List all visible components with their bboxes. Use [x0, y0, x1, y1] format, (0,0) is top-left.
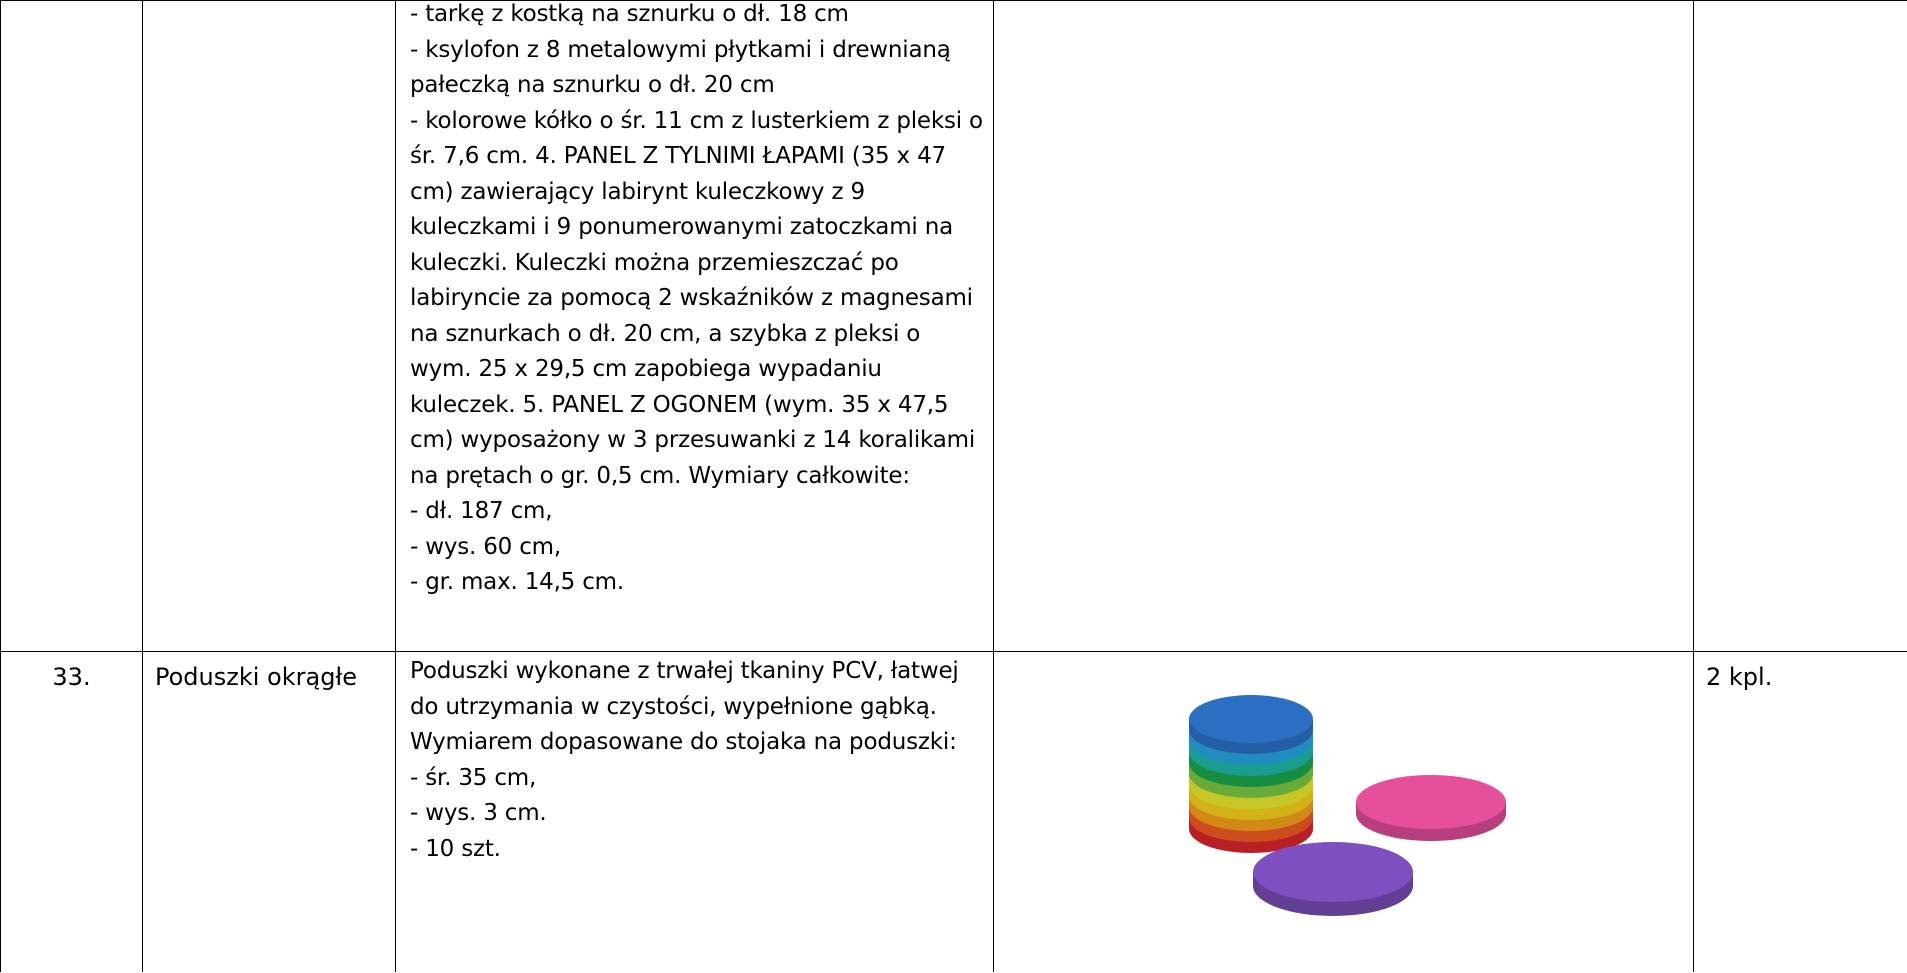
- item-description: Poduszki wykonane z trwałej tkaniny PCV, łatwej do utrzymania w czystości, wypełnione gąbką. Wymiarem dopasowane do stojaka na poduszki: - śr. 35 cm, - wys. 3 cm. - 10 szt.: [410, 658, 959, 862]
- quantity-cell: [1694, 1, 1907, 652]
- item-description: - tarkę z kostką na sznurku o dł. 18 cm - ksylofon z 8 metalowymi płytkami i drewnianą pałeczką na sznurku o dł. 20 cm - kolorowe kółko o śr. 11 cm z lusterkiem z pleksi o śr. 7,6 cm. 4. PANEL Z TYLNIMI ŁAPAMI (35 x 47 cm) zawierający labirynt kuleczkowy z 9 kuleczkami i 9 ponumerowanymi zatoczkami na kuleczki. Kuleczki można przemieszczać po labiryncie za pomocą 2 wskaźników z magnesami na sznurkach o dł. 20 cm, a szybka z pleksi o wym. 25 x 29,5 cm zapobiega wypadaniu kuleczek. 5. PANEL Z OGONEM (wym. 35 x 47,5 cm) wyposażony w 3 przesuwanki z 14 koralikami na prętach o gr. 0,5 cm. Wymiary całkowite: - dł. 187 cm, - wys. 60 cm, - gr. max. 14,5 cm.: [410, 1, 983, 595]
- cushion-layer: [1189, 695, 1313, 754]
- purple-cushion: [1253, 842, 1413, 916]
- table-row: [1, 1, 1907, 652]
- round-cushions-photo: [1176, 654, 1506, 954]
- row-number-cell: [1, 1, 143, 652]
- table-row: [1, 652, 1907, 973]
- quantity-cell: [1694, 652, 1907, 973]
- description-cell: [396, 1, 994, 652]
- image-cell: [994, 652, 1694, 973]
- image-cell: [994, 1, 1694, 652]
- item-name-cell: [143, 652, 396, 973]
- item-name: Poduszki okrągłe: [155, 663, 358, 691]
- row-number: 33.: [52, 663, 91, 691]
- row-number-cell: [1, 652, 143, 973]
- description-cell: [396, 652, 994, 973]
- item-name-cell: [143, 1, 396, 652]
- pink-cushion: [1356, 775, 1506, 841]
- item-quantity: 2 kpl.: [1706, 663, 1773, 691]
